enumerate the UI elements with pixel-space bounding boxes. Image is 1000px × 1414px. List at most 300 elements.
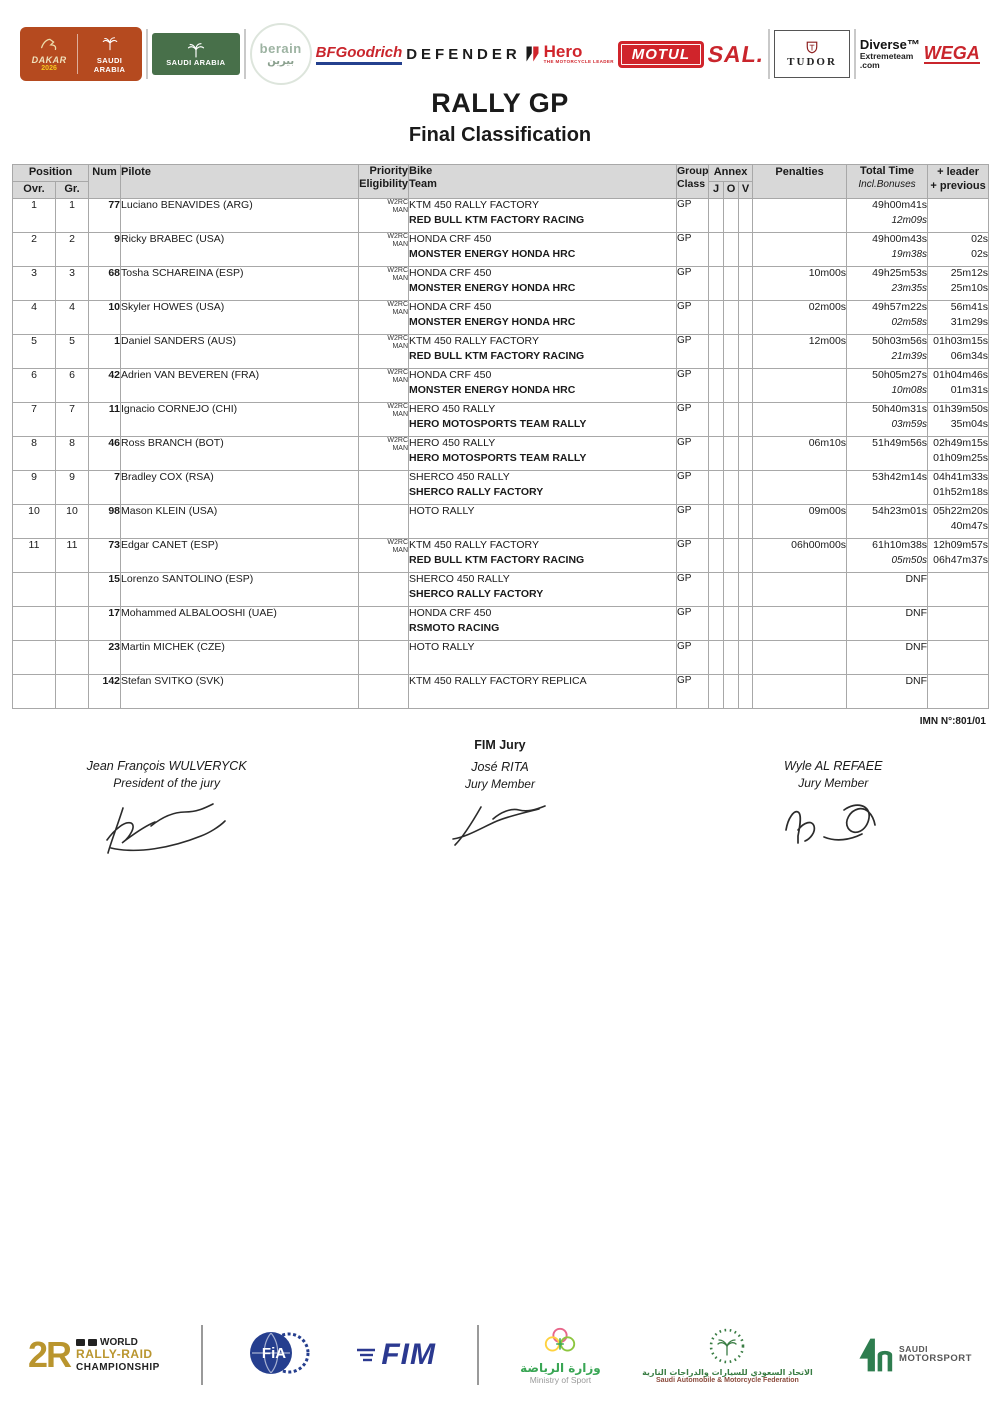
hero-wordmark: Hero: [543, 42, 583, 61]
cell-rider-number: 1: [89, 335, 121, 369]
cell-penalties: 06m10s: [753, 437, 847, 471]
cell-total-time: [847, 437, 928, 471]
table-row: [13, 505, 989, 539]
cell-annex-j: [709, 607, 724, 641]
bike-model: HONDA CRF 450: [409, 607, 492, 619]
motul-logo: [618, 41, 704, 68]
cell-group-position: 6: [56, 369, 89, 403]
cell-total-time: [847, 505, 928, 539]
table-row: [13, 369, 989, 403]
cell-group-position: [56, 675, 89, 709]
gap-to-leader: 56m41s: [950, 301, 989, 313]
cell-group-position: [56, 641, 89, 675]
cell-penalties: 06h00m00s: [753, 539, 847, 573]
fia-logo: [244, 1327, 314, 1384]
gap-to-leader: 01h03m15s: [933, 335, 989, 347]
cell-annex-v: [739, 335, 753, 369]
team-name: RED BULL KTM FACTORY RACING: [409, 350, 585, 362]
cell-group-class: GP: [677, 471, 709, 505]
cell-annex-j: [709, 369, 724, 403]
cell-penalties: [753, 403, 847, 437]
cell-priority-eligibility: [359, 471, 409, 505]
berain-arabic-wordmark: بيرين: [267, 56, 295, 67]
logo-divider: [244, 29, 246, 79]
hero-logo: [525, 43, 614, 65]
gap-to-previous: 01h52m18s: [933, 486, 989, 498]
cell-annex-o: [724, 437, 739, 471]
cell-total-time: [847, 403, 928, 437]
samf-logo: [642, 1326, 813, 1384]
table-row: [13, 641, 989, 675]
cell-rider-number: 98: [89, 505, 121, 539]
cell-priority-eligibility: [359, 505, 409, 539]
cell-pilote: Daniel SANDERS (AUS): [121, 335, 359, 369]
cell-group-class: GP: [677, 335, 709, 369]
cell-total-time: [847, 267, 928, 301]
table-row: [13, 471, 989, 505]
cell-overall-position: 5: [13, 335, 56, 369]
cell-group-position: 4: [56, 301, 89, 335]
total-time: 51h49m56s: [872, 437, 928, 449]
cell-annex-j: [709, 641, 724, 675]
header-num: Num: [89, 165, 121, 199]
bike-model: HONDA CRF 450: [409, 267, 492, 279]
cell-bike-team: [409, 301, 677, 335]
cell-gaps: [928, 335, 989, 369]
cell-total-time: [847, 539, 928, 573]
jury-member-2-block: [667, 738, 1000, 861]
saudi-motorsport-mark-icon: [854, 1335, 894, 1375]
cell-annex-o: [724, 403, 739, 437]
ministry-of-sport-logo: [520, 1325, 601, 1385]
cell-annex-o: [724, 369, 739, 403]
cell-annex-j: [709, 233, 724, 267]
cell-gaps: [928, 199, 989, 233]
cell-group-class: GP: [677, 539, 709, 573]
fim-logo: [355, 1338, 436, 1372]
header-annex-j: J: [709, 182, 724, 199]
table-row: [13, 233, 989, 267]
cell-group-class: GP: [677, 233, 709, 267]
cell-pilote: Stefan SVITKO (SVK): [121, 675, 359, 709]
logo-divider: [854, 29, 856, 79]
cell-annex-v: [739, 641, 753, 675]
team-name: MONSTER ENERGY HONDA HRC: [409, 316, 576, 328]
gap-to-leader: 12h09m57s: [933, 539, 989, 551]
jury-member-2-role: Jury Member: [798, 776, 869, 790]
cell-group-position: 8: [56, 437, 89, 471]
jury-president-role: President of the jury: [113, 776, 221, 790]
cell-overall-position: 6: [13, 369, 56, 403]
cell-total-time: [847, 301, 928, 335]
jury-member-1-name: José RITA: [471, 760, 529, 774]
samf-arabic-label: الاتحاد السعودي للسيارات والدراجات النارية: [642, 1368, 813, 1377]
cell-annex-v: [739, 505, 753, 539]
cell-bike-team: [409, 233, 677, 267]
table-row: [13, 675, 989, 709]
team-name: RED BULL KTM FACTORY RACING: [409, 554, 585, 566]
cell-group-class: GP: [677, 199, 709, 233]
signature-member-1: [447, 797, 552, 847]
classification-table: [12, 164, 989, 709]
total-time: 53h42m14s: [872, 471, 928, 483]
jury-president-name: Jean François WULVERYCK: [86, 759, 247, 773]
cell-penalties: [753, 607, 847, 641]
cell-rider-number: 7: [89, 471, 121, 505]
header-priority-eligibility: Priority Eligibility: [359, 165, 409, 199]
cell-pilote: Luciano BENAVIDES (ARG): [121, 199, 359, 233]
cell-annex-o: [724, 471, 739, 505]
cell-annex-o: [724, 607, 739, 641]
cell-gaps: [928, 267, 989, 301]
cell-group-position: [56, 573, 89, 607]
team-name: SHERCO RALLY FACTORY: [409, 588, 544, 600]
signature-member-2: [778, 796, 888, 851]
table-row: [13, 335, 989, 369]
header-pilote: Pilote: [121, 165, 359, 199]
cell-rider-number: 42: [89, 369, 121, 403]
cell-annex-o: [724, 199, 739, 233]
cell-gaps: [928, 573, 989, 607]
gap-to-leader: 02s: [971, 233, 989, 245]
jury-title: FIM Jury: [474, 738, 526, 752]
cell-annex-j: [709, 675, 724, 709]
cell-group-class: GP: [677, 267, 709, 301]
cell-penalties: [753, 233, 847, 267]
cell-total-time: [847, 675, 928, 709]
diverse-wordmark: Diverse™: [859, 37, 920, 53]
cell-penalties: 02m00s: [753, 301, 847, 335]
total-time: 49h00m43s: [872, 233, 928, 245]
gap-to-leader: 01h04m46s: [933, 369, 989, 381]
cell-annex-v: [739, 539, 753, 573]
wega-logo: WEGA: [923, 43, 980, 63]
bike-model: KTM 450 RALLY FACTORY: [409, 335, 539, 347]
cell-annex-v: [739, 437, 753, 471]
page-title: RALLY GP: [431, 88, 569, 118]
cell-bike-team: [409, 641, 677, 675]
fia-globe-icon: [244, 1327, 314, 1379]
cell-group-position: 2: [56, 233, 89, 267]
ministry-flower-icon: [541, 1325, 579, 1361]
cell-rider-number: 10: [89, 301, 121, 335]
cell-bike-team: [409, 573, 677, 607]
cell-overall-position: 8: [13, 437, 56, 471]
cell-pilote: Tosha SCHAREINA (ESP): [121, 267, 359, 301]
cell-annex-v: [739, 573, 753, 607]
saudi-motorsport-logo: [854, 1335, 972, 1375]
bonus-time: 05m50s: [891, 555, 928, 566]
bonus-time: 10m08s: [891, 385, 928, 396]
jury-member-2-name: Wyle AL REFAEE: [784, 759, 883, 773]
header-position: Position: [13, 165, 89, 182]
team-name: SHERCO RALLY FACTORY: [409, 486, 544, 498]
cell-priority-eligibility: W2RC MAN: [359, 267, 409, 301]
gap-to-leader: 01h39m50s: [933, 403, 989, 415]
bonus-time: 21m39s: [891, 351, 928, 362]
cell-priority-eligibility: W2RC MAN: [359, 301, 409, 335]
fim-speed-lines-icon: [355, 1347, 377, 1363]
cell-penalties: [753, 369, 847, 403]
organisation-logo-strip: [28, 1312, 972, 1398]
bike-model: HOTO RALLY: [409, 505, 475, 517]
total-time: 49h00m41s: [872, 199, 928, 211]
cell-annex-j: [709, 199, 724, 233]
bike-model: HOTO RALLY: [409, 641, 475, 653]
cell-gaps: [928, 403, 989, 437]
cell-bike-team: [409, 437, 677, 471]
cell-gaps: [928, 641, 989, 675]
table-row: [13, 199, 989, 233]
gap-to-previous: 31m29s: [950, 316, 989, 328]
bike-model: KTM 450 RALLY FACTORY: [409, 199, 539, 211]
cell-annex-v: [739, 267, 753, 301]
gap-to-leader: 04h41m33s: [933, 471, 989, 483]
cell-gaps: [928, 539, 989, 573]
gap-to-previous: 06m34s: [950, 350, 989, 362]
cell-group-position: 1: [56, 199, 89, 233]
bonus-time: 23m35s: [891, 283, 928, 294]
cell-group-class: GP: [677, 607, 709, 641]
cell-gaps: [928, 505, 989, 539]
samf-emblem-icon: [705, 1326, 749, 1368]
cell-total-time: [847, 573, 928, 607]
cell-pilote: Edgar CANET (ESP): [121, 539, 359, 573]
fim-wordmark: FIM: [381, 1338, 436, 1371]
motul-wordmark: MOTUL: [631, 45, 691, 63]
cell-pilote: Lorenzo SANTOLINO (ESP): [121, 573, 359, 607]
cell-priority-eligibility: W2RC MAN: [359, 539, 409, 573]
cell-bike-team: [409, 675, 677, 709]
bike-model: SHERCO 450 RALLY: [409, 573, 510, 585]
cell-group-class: GP: [677, 403, 709, 437]
cell-priority-eligibility: [359, 573, 409, 607]
cell-gaps: [928, 233, 989, 267]
cell-group-position: 5: [56, 335, 89, 369]
cell-rider-number: 77: [89, 199, 121, 233]
cell-annex-v: [739, 233, 753, 267]
w2rc-logo: 2R WORLD RALLY-RAID CHAMPIONSHIP: [28, 1334, 160, 1375]
cell-annex-j: [709, 505, 724, 539]
cell-total-time: [847, 199, 928, 233]
cell-group-class: GP: [677, 641, 709, 675]
logo-divider: [477, 1325, 479, 1385]
cell-priority-eligibility: W2RC MAN: [359, 335, 409, 369]
team-name: MONSTER ENERGY HONDA HRC: [409, 384, 576, 396]
tudor-wordmark: TUDOR: [787, 55, 837, 68]
cell-penalties: 12m00s: [753, 335, 847, 369]
cell-gaps: [928, 471, 989, 505]
cell-pilote: Skyler HOWES (USA): [121, 301, 359, 335]
fia-mini-icon: [76, 1339, 85, 1346]
dakar-rider-icon: [38, 36, 60, 50]
cell-overall-position: 4: [13, 301, 56, 335]
cell-group-class: GP: [677, 505, 709, 539]
hero-emblem-icon: [525, 43, 540, 65]
cell-annex-j: [709, 471, 724, 505]
total-time: DNF: [905, 675, 928, 687]
cell-pilote: Ricky BRABEC (USA): [121, 233, 359, 267]
cell-bike-team: [409, 505, 677, 539]
cell-annex-v: [739, 471, 753, 505]
logo-divider: [201, 1325, 203, 1385]
cell-annex-j: [709, 437, 724, 471]
cell-group-position: 3: [56, 267, 89, 301]
gap-to-leader: 02h49m15s: [933, 437, 989, 449]
cell-bike-team: [409, 369, 677, 403]
defender-logo: DEFENDER: [406, 45, 521, 63]
cell-annex-v: [739, 301, 753, 335]
berain-logo: [250, 23, 312, 85]
cell-total-time: [847, 641, 928, 675]
cell-rider-number: 15: [89, 573, 121, 607]
cell-bike-team: [409, 335, 677, 369]
header-total-time: Total Time Incl.Bonuses: [847, 165, 928, 199]
cell-bike-team: [409, 403, 677, 437]
bike-model: HERO 450 RALLY: [409, 403, 496, 415]
cell-priority-eligibility: W2RC MAN: [359, 403, 409, 437]
gap-to-leader: 25m12s: [950, 267, 989, 279]
bike-model: HERO 450 RALLY: [409, 437, 496, 449]
header-annex: Annex: [709, 165, 753, 182]
gap-to-previous: 01h09m25s: [933, 452, 989, 464]
header-bike-team: Bike Team: [409, 165, 677, 199]
cell-penalties: [753, 675, 847, 709]
cell-pilote: Adrien VAN BEVEREN (FRA): [121, 369, 359, 403]
team-name: MONSTER ENERGY HONDA HRC: [409, 282, 576, 294]
table-row: [13, 403, 989, 437]
cell-priority-eligibility: W2RC MAN: [359, 369, 409, 403]
table-row: [13, 301, 989, 335]
total-time: 54h23m01s: [872, 505, 928, 517]
bike-model: SHERCO 450 RALLY: [409, 471, 510, 483]
total-time: DNF: [905, 641, 928, 653]
cell-overall-position: 10: [13, 505, 56, 539]
cell-overall-position: [13, 573, 56, 607]
logo-divider: [146, 29, 148, 79]
bonus-time: 03m59s: [891, 419, 928, 430]
cell-group-class: GP: [677, 675, 709, 709]
palm-tree-icon: [186, 41, 206, 58]
cell-total-time: [847, 335, 928, 369]
dakar-2026-logo: [20, 27, 142, 81]
cell-penalties: 10m00s: [753, 267, 847, 301]
cell-annex-j: [709, 267, 724, 301]
samf-english-label: Saudi Automobile & Motorcycle Federation: [655, 1377, 799, 1384]
cell-annex-j: [709, 539, 724, 573]
cell-group-class: GP: [677, 573, 709, 607]
cell-overall-position: 3: [13, 267, 56, 301]
cell-group-position: 9: [56, 471, 89, 505]
bike-model: HONDA CRF 450: [409, 369, 492, 381]
jury-member-1-block: [333, 738, 666, 861]
cell-total-time: [847, 369, 928, 403]
cell-pilote: Mohammed ALBALOOSHI (UAE): [121, 607, 359, 641]
bonus-time: 02m58s: [891, 317, 928, 328]
gap-to-previous: 35m04s: [950, 418, 989, 430]
header-annex-v: V: [739, 182, 753, 199]
team-name: HERO MOTOSPORTS TEAM RALLY: [409, 418, 587, 430]
cell-annex-o: [724, 335, 739, 369]
bike-model: HONDA CRF 450: [409, 301, 492, 313]
cell-penalties: [753, 573, 847, 607]
cell-rider-number: 73: [89, 539, 121, 573]
hero-tagline: THE MOTORCYCLE LEADER: [543, 59, 614, 64]
table-row: [13, 437, 989, 471]
table-body: [13, 199, 989, 709]
cell-group-position: 11: [56, 539, 89, 573]
cell-annex-v: [739, 607, 753, 641]
cell-gaps: [928, 437, 989, 471]
team-name: MONSTER ENERGY HONDA HRC: [409, 248, 576, 260]
tudor-logo: [774, 30, 850, 78]
table-row: [13, 573, 989, 607]
saudi-motorsport-line1: SAUDI: [899, 1344, 928, 1355]
cell-rider-number: 46: [89, 437, 121, 471]
cell-annex-o: [724, 641, 739, 675]
total-time: DNF: [905, 607, 928, 619]
team-name: RED BULL KTM FACTORY RACING: [409, 214, 585, 226]
header-annex-o: O: [724, 182, 739, 199]
header-group-pos: Gr.: [56, 182, 89, 199]
cell-group-class: GP: [677, 437, 709, 471]
diverse-line3: .com: [859, 59, 880, 70]
cell-priority-eligibility: W2RC MAN: [359, 437, 409, 471]
w2rc-2r-mark: 2R: [28, 1334, 71, 1375]
cell-gaps: [928, 675, 989, 709]
cell-bike-team: [409, 199, 677, 233]
bike-model: KTM 450 RALLY FACTORY REPLICA: [409, 675, 587, 687]
gap-to-previous: 40m47s: [950, 520, 989, 532]
header-penalties: Penalties: [753, 165, 847, 199]
cell-rider-number: 9: [89, 233, 121, 267]
tudor-shield-icon: [806, 41, 818, 54]
cell-rider-number: 23: [89, 641, 121, 675]
sal-logo: SAL.: [705, 40, 767, 67]
ministry-arabic-label: وزارة الرياضة: [520, 1361, 601, 1375]
cell-penalties: [753, 641, 847, 675]
cell-overall-position: 9: [13, 471, 56, 505]
cell-overall-position: 7: [13, 403, 56, 437]
saudi-arabia-logo: [152, 33, 240, 75]
cell-group-position: 10: [56, 505, 89, 539]
dakar-year: 2026: [41, 65, 57, 72]
cell-annex-o: [724, 675, 739, 709]
cell-annex-v: [739, 369, 753, 403]
cell-total-time: [847, 471, 928, 505]
saudi-motorsport-line2: MOTORSPORT: [899, 1353, 972, 1365]
cell-rider-number: 11: [89, 403, 121, 437]
dakar-wordmark: DAKAR: [31, 55, 67, 65]
cell-bike-team: [409, 471, 677, 505]
gap-to-previous: 01m31s: [950, 384, 989, 396]
cell-overall-position: [13, 607, 56, 641]
cell-priority-eligibility: [359, 641, 409, 675]
cell-annex-v: [739, 403, 753, 437]
cell-annex-j: [709, 301, 724, 335]
cell-annex-o: [724, 233, 739, 267]
table-row: [13, 267, 989, 301]
cell-total-time: [847, 607, 928, 641]
total-time: 49h25m53s: [872, 267, 928, 279]
team-name: HERO MOTOSPORTS TEAM RALLY: [409, 452, 587, 464]
cell-gaps: [928, 301, 989, 335]
cell-bike-team: [409, 607, 677, 641]
table-row: [13, 539, 989, 573]
cell-rider-number: 142: [89, 675, 121, 709]
bike-model: HONDA CRF 450: [409, 233, 492, 245]
cell-pilote: Bradley COX (RSA): [121, 471, 359, 505]
